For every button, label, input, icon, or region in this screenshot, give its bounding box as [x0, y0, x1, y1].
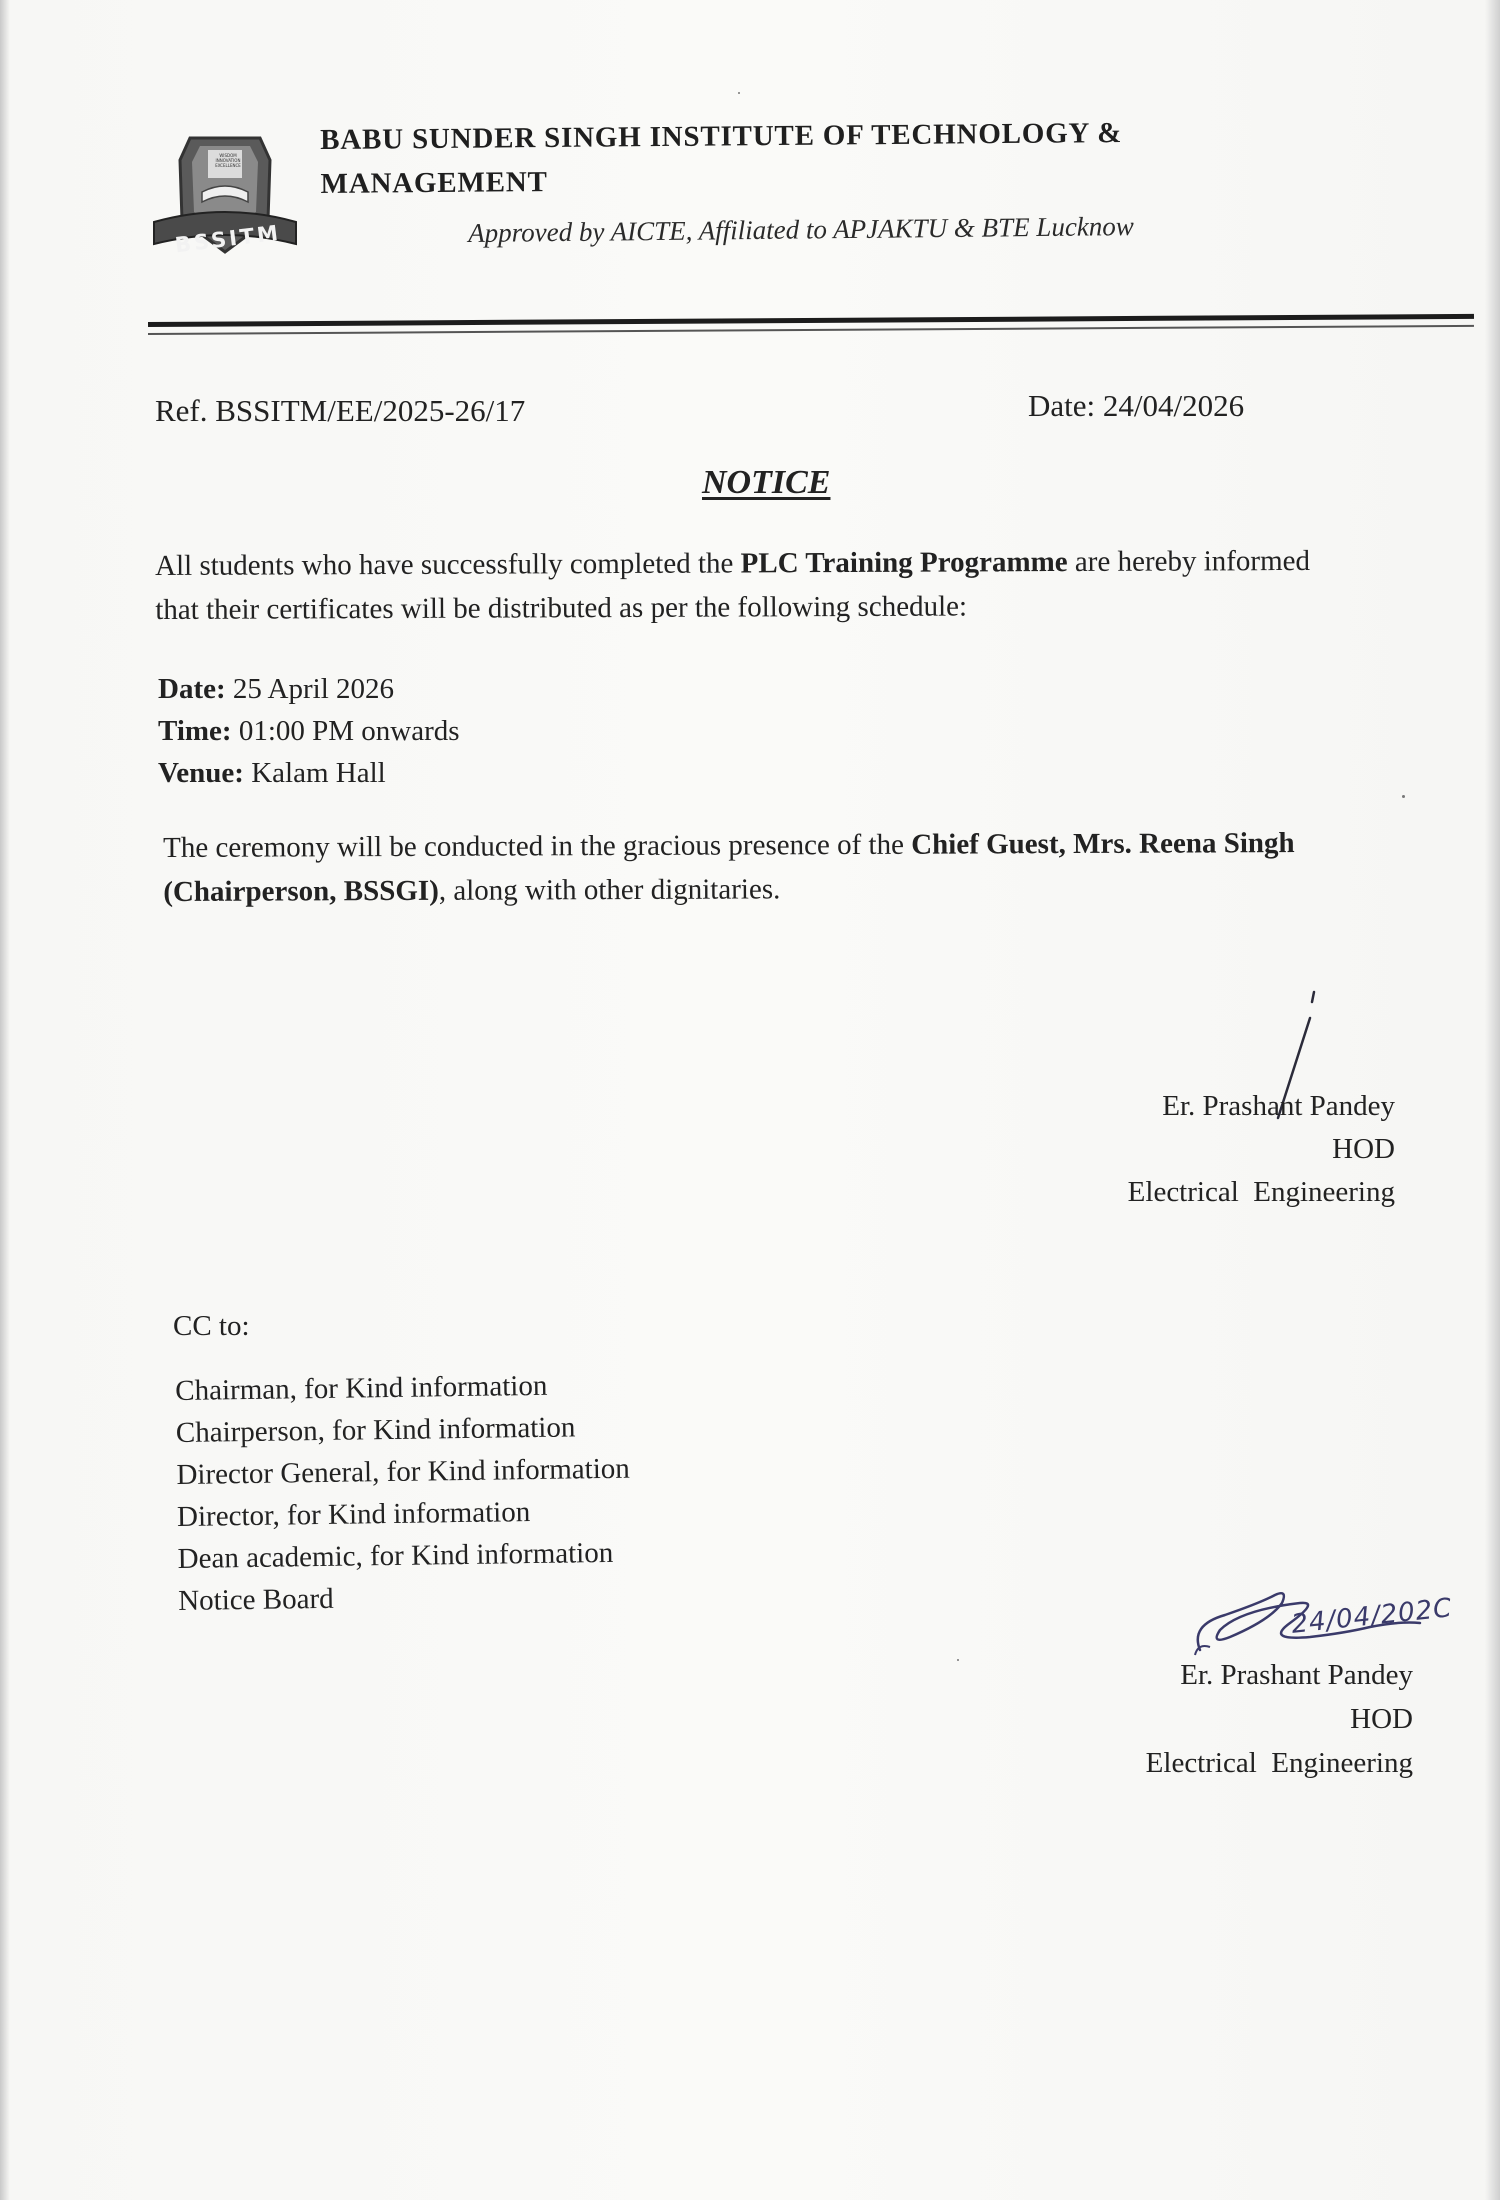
- paper-speck: [738, 92, 740, 94]
- signature-block-2: [1010, 1653, 1413, 1785]
- cc-item: Chairman, for Kind information: [175, 1369, 548, 1407]
- ceremony-text-after: , along with other dignitaries.: [438, 873, 781, 907]
- schedule-time-label: Time:: [158, 715, 232, 747]
- intro-text-after: are hereby informed that their certificates will be distributed as per the following schedule:: [155, 544, 1311, 626]
- signatory-designation: HOD: [1350, 1703, 1413, 1735]
- ceremony-paragraph: [163, 821, 1413, 914]
- intro-paragraph: [155, 539, 1355, 632]
- schedule-block: [158, 668, 460, 794]
- cc-item: Director General, for Kind information: [176, 1452, 631, 1491]
- signatory-designation: HOD: [1332, 1133, 1395, 1165]
- signature-block-1: [1000, 1085, 1395, 1214]
- signatory-department: Electrical Engineering: [1145, 1747, 1413, 1779]
- schedule-venue: [158, 752, 460, 794]
- header-rule: [148, 314, 1474, 327]
- schedule-date-label: Date:: [158, 673, 226, 705]
- schedule-time: [158, 710, 460, 752]
- schedule-date: [158, 668, 460, 710]
- chief-guest: Chief Guest, Mrs. Reena Singh (Chairperson, BSSGI): [163, 827, 1295, 908]
- cc-item: Dean academic, for Kind information: [177, 1536, 614, 1575]
- header-rule-thin: [148, 325, 1474, 335]
- schedule-time-value: 01:00 PM onwards: [231, 715, 460, 747]
- signatory-name: Er. Prashant Pandey: [1180, 1659, 1413, 1691]
- logo-badge-text: BSSITM: [173, 220, 283, 258]
- cc-list: [175, 1364, 632, 1622]
- cc-item: Notice Board: [178, 1582, 334, 1617]
- paper-speck: [1402, 795, 1405, 798]
- programme-name: PLC Training Programme: [740, 546, 1068, 580]
- cc-item: Director, for Kind information: [176, 1496, 531, 1533]
- signatory-name: Er. Prashant Pandey: [1162, 1090, 1395, 1122]
- schedule-date-value: 25 April 2026: [225, 673, 395, 705]
- cc-item: Chairperson, for Kind information: [175, 1411, 576, 1449]
- approval-line: Approved by AICTE, Affiliated to APJAKTU & BTE Lucknow: [468, 211, 1134, 248]
- ceremony-text-before: The ceremony will be conducted in the gracious presence of the: [163, 828, 912, 864]
- logo-motto: WISDOM INNOVATION EXCELLENCE: [215, 153, 241, 168]
- cc-label: CC to:: [173, 1310, 250, 1342]
- paper-speck: [957, 1659, 959, 1661]
- reference-number: Ref. BSSITM/EE/2025-26/17: [155, 393, 526, 428]
- signatory-department: Electrical Engineering: [1127, 1176, 1395, 1208]
- intro-text-before: All students who have successfully completed the: [155, 547, 741, 582]
- notice-date: Date: 24/04/2026: [1028, 388, 1245, 423]
- institute-name: BABU SUNDER SINGH INSTITUTE OF TECHNOLOGY & MANAGEMENT: [320, 117, 1123, 200]
- notice-title: NOTICE: [702, 464, 831, 501]
- handwritten-date: 24/04/202C: [1290, 1593, 1454, 1640]
- schedule-venue-label: Venue:: [158, 757, 244, 789]
- schedule-venue-value: Kalam Hall: [243, 757, 386, 789]
